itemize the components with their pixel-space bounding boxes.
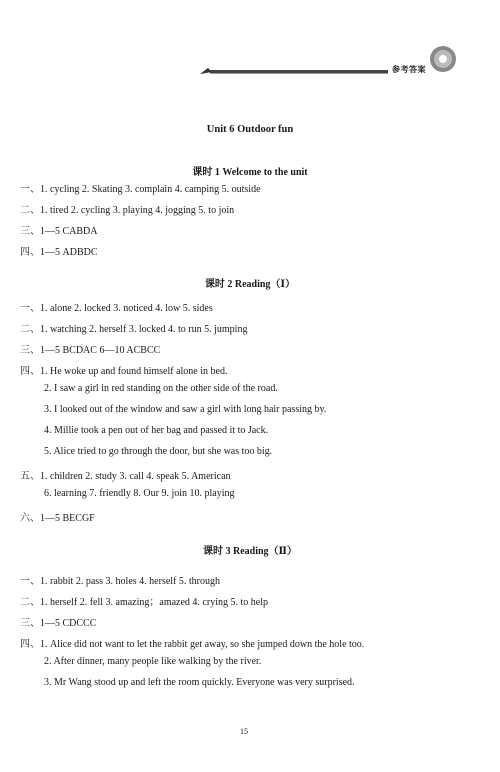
answer-line: 三、1—5 CDCCC	[20, 618, 97, 629]
unit-title: Unit 6 Outdoor fun	[206, 124, 294, 135]
answer-line: 三、1—5 BCDAC 6—10 ACBCC	[20, 345, 161, 356]
disc-icon	[428, 44, 458, 74]
answer-line: 2. I saw a girl in red standing on the other side of the road.	[44, 383, 278, 394]
answer-line: 5. Alice tried to go through the door, but she was too big.	[44, 446, 273, 457]
lesson-2-title: 课时 2 Reading（Ⅰ）	[204, 279, 296, 290]
header-title: 参考答案	[392, 65, 426, 74]
answer-line: 2. After dinner, many people like walking by the river.	[44, 656, 262, 667]
answer-line: 一、1. alone 2. locked 3. noticed 4. low 5. sides	[20, 303, 213, 314]
answer-line: 六、1—5 BECGF	[20, 513, 95, 524]
answer-line: 四、1. Alice did not want to let the rabbit get away, so she jumped down the hole too.	[20, 639, 365, 650]
page-number: 15	[240, 727, 248, 736]
answer-line: 二、1. herself 2. fell 3. amazing；amazed 4. crying 5. to help	[20, 597, 268, 608]
lesson-3-title: 课时 3 Reading（Ⅱ）	[203, 546, 297, 557]
answer-line: 一、1. cycling 2. Skating 3. complain 4. camping 5. outside	[20, 184, 261, 195]
answer-line: 6. learning 7. friendly 8. Our 9. join 10. playing	[44, 488, 235, 499]
answer-line: 一、1. rabbit 2. pass 3. holes 4. herself 5. through	[20, 576, 220, 587]
answer-line: 4. Millie took a pen out of her bag and passed it to Jack.	[44, 425, 269, 436]
answer-line: 3. I looked out of the window and saw a girl with long hair passing by.	[44, 404, 327, 415]
answer-line: 3. Mr Wang stood up and left the room quickly. Everyone was very surprised.	[44, 677, 355, 688]
answer-line: 三、1—5 CABDA	[20, 226, 98, 237]
answer-line: 二、1. tired 2. cycling 3. playing 4. jogging 5. to join	[20, 205, 235, 216]
answer-line: 四、1—5 ADBDC	[20, 247, 98, 258]
answer-line: 四、1. He woke up and found himself alone in bed.	[20, 366, 228, 377]
lesson-1-title: 课时 1 Welcome to the unit	[192, 167, 308, 178]
answer-line: 五、1. children 2. study 3. call 4. speak 5. American	[20, 471, 231, 482]
answer-line: 二、1. watching 2. herself 3. locked 4. to run 5. jumping	[20, 324, 248, 335]
